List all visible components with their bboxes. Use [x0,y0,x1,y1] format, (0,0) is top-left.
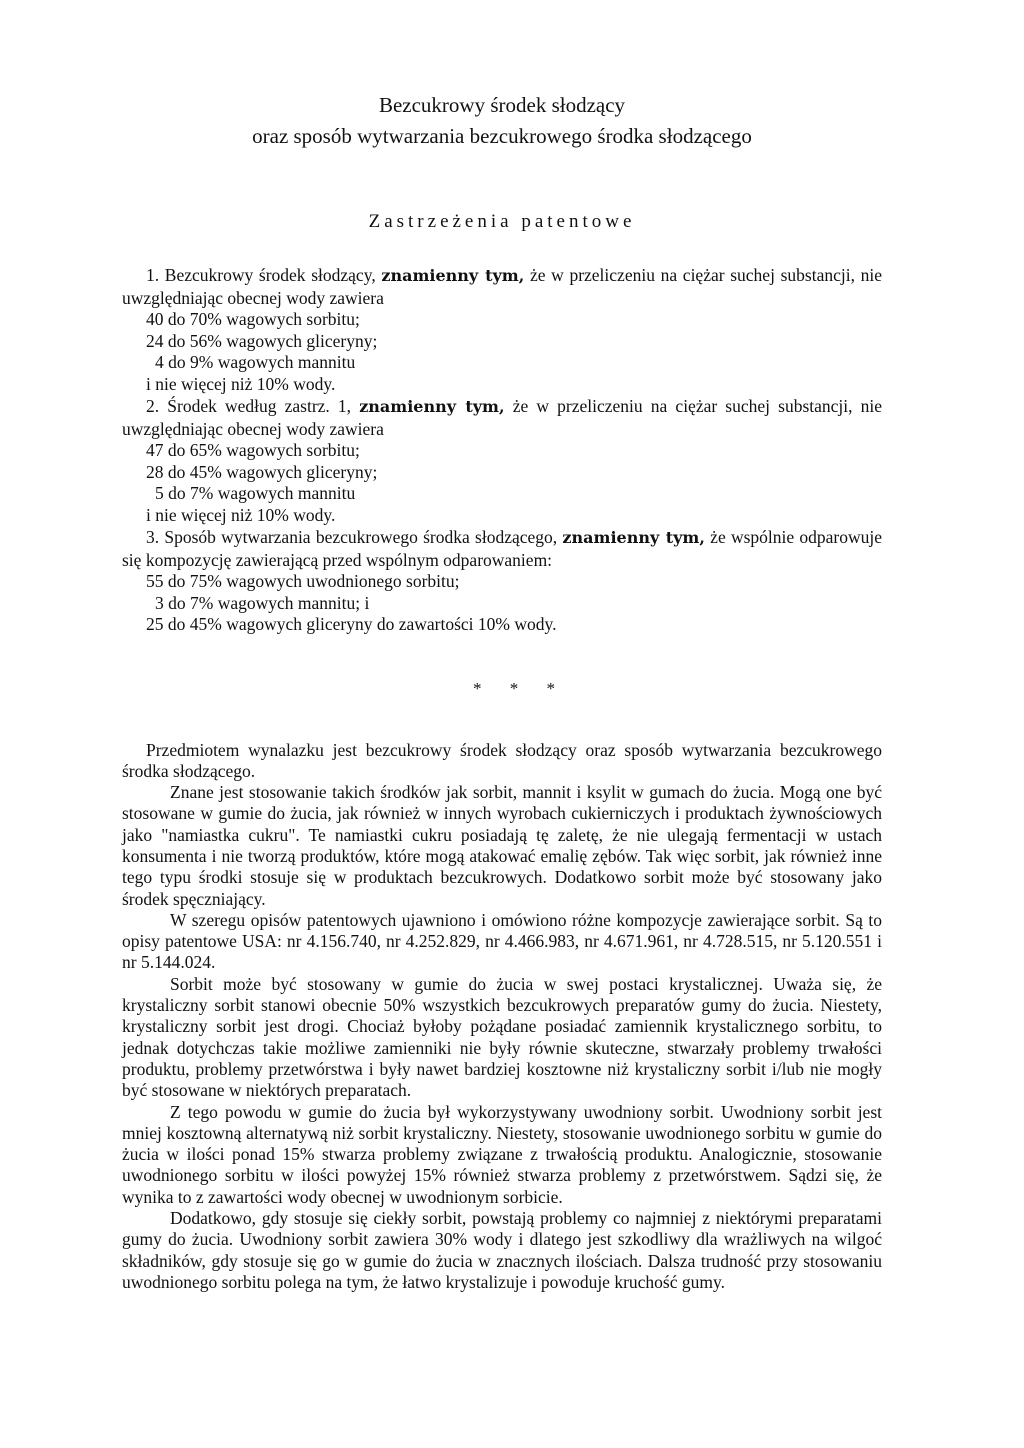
claim-2-composition [122,440,882,526]
claim-2-emph: znamienny tym, [359,397,505,416]
composition-item: 24 do 56% wagowych gliceryny; [146,330,378,351]
claim-3-suffix: że wspólnie odparowuje się kompozycję zawierającą przed wspólnym odparowaniem: [122,527,883,570]
claim-3-composition [122,571,882,636]
claim-1-prefix: 1. Bezcukrowy środek słodzący, [146,265,376,285]
description-paragraph: W szeregu opisów patentowych ujawniono i omówiono różne kompozycje zawierające sorbit. Są to opisy patentowe USA: nr 4.156.740, nr 4.252.829, nr 4.466.983, nr 4.671.961, nr 4.728.515, nr 5.120.551 i nr 5.144.024. [122,909,882,973]
title-line-1: Bezcukrowy środek słodzący [378,93,626,117]
description [122,740,882,1294]
composition-item: i nie więcej niż 10% wody. [146,504,336,525]
description-paragraph: Z tego powodu w gumie do żucia był wykorzystywany uwodniony sorbit. Uwodniony sorbit jest mniej kosztowną alternatywą niż sorbit krystaliczny. Niestety, stosowanie uwodnionego sorbitu w gumie do żucia w ilości ponad 15% stwarza problemy związane z trwałością produktu. Analogicznie, stosowanie uwodnionego sorbitu w ilości powyżej 15% również stwarza problemy z przetwórstwem. Sądzi się, że wynika to z zawartości wody obecnej w uwodnionym sorbicie. [122,1101,882,1207]
composition-item: 47 do 65% wagowych sorbitu; [146,440,360,460]
composition-item: 5 do 7% wagowych mannitu [155,483,356,503]
claim-3-prefix: 3. Sposób wytwarzania bezcukrowego środka słodzącego, [146,527,558,547]
composition-item: i nie więcej niż 10% wody. [146,373,336,394]
composition-item: 3 do 7% wagowych mannitu; i [155,592,370,613]
claim-3-emph: znamienny tym, [562,528,705,547]
claim-1 [122,264,882,395]
claim-2 [122,395,882,526]
description-paragraph: Przedmiotem wynalazku jest bezcukrowy środek słodzący oraz sposób wytwarzania bezcukrowego środka słodzącego. [122,739,882,781]
claim-1-text [122,264,882,309]
description-paragraph: Znane jest stosowanie takich środków jak sorbit, mannit i ksylit w gumach do żucia. Mogą one być stosowane w gumie do żucia, jak również w innych wyrobach cukierniczych i produktach żywnościowych jako "namiastka cukru". Te namiastki cukru posiadają tę zaletę, że nie ulegają fermentacji w ustach konsumenta i nie tworzą produktów, które mogą atakować emalię zębów. Tak więc sorbit, jak również inne tego typu środki stosuje się w produktach bezcukrowych. Dodatkowo sorbit może być stosowany jako środek spęczniający. [122,782,882,909]
claim-1-composition [122,309,882,395]
claim-3-text [122,526,882,571]
claim-2-text [122,395,882,440]
document-page [122,90,882,1293]
composition-item: 28 do 45% wagowych gliceryny; [146,461,378,482]
description-paragraph: Sorbit może być stosowany w gumie do żucia w swej postaci krystalicznej. Uważa się, że krystaliczny sorbit stanowi obecnie 50% wszystkich bezcukrowych preparatów gumy do żucia. Niestety, krystaliczny sorbit jest drogi. Chociaż byłoby pożądane posiadać zamiennik krystalicznego sorbitu, to jednak dotychczas takie możliwe zamienniki nie były równie skuteczne, stwarzały problemy trwałości produktu, problemy przetwórstwa i były nawet bardziej kosztowne niż krystaliczny sorbit i/lub nie mogły być stosowane w niektórych preparatach. [122,973,882,1101]
description-paragraph: Dodatkowo, gdy stosuje się ciekły sorbit, powstają problemy co najmniej z niektórymi preparatami gumy do żucia. Uwodniony sorbit zawiera 30% wody i dlatego jest szkodliwy dla wrażliwych na wilgoć składników, gdy stosuje się go w gumie do żucia w znacznych ilościach. Dalsza trudność przy stosowaniu uwodnionego sorbitu polega na tym, że łatwo krystalizuje i powoduje kruchość gumy. [122,1208,882,1292]
claims-heading: Zastrzeżenia patentowe [368,211,636,232]
title-line-2: oraz sposób wytwarzania bezcukrowego środka słodzącego [252,124,752,148]
section-separator: * * * [473,678,567,698]
claim-1-emph: znamienny tym, [381,266,525,285]
composition-item: 25 do 45% wagowych gliceryny do zawartości 10% wody. [146,614,557,634]
document-title [122,90,882,152]
composition-item: 4 do 9% wagowych mannitu [155,352,356,372]
claim-1-suffix: że w przeliczeniu na ciężar suchej substancji, nie uwzględniając obecnej wody zawiera [122,265,883,308]
composition-item: 40 do 70% wagowych sorbitu; [146,309,360,329]
claim-3 [122,526,882,636]
claim-2-suffix: że w przeliczeniu na ciężar suchej substancji, nie uwzględniając obecnej wody zawiera [122,396,883,439]
claim-2-prefix: 2. Środek według zastrz. 1, [146,396,352,416]
composition-item: 55 do 75% wagowych uwodnionego sorbitu; [146,571,460,591]
